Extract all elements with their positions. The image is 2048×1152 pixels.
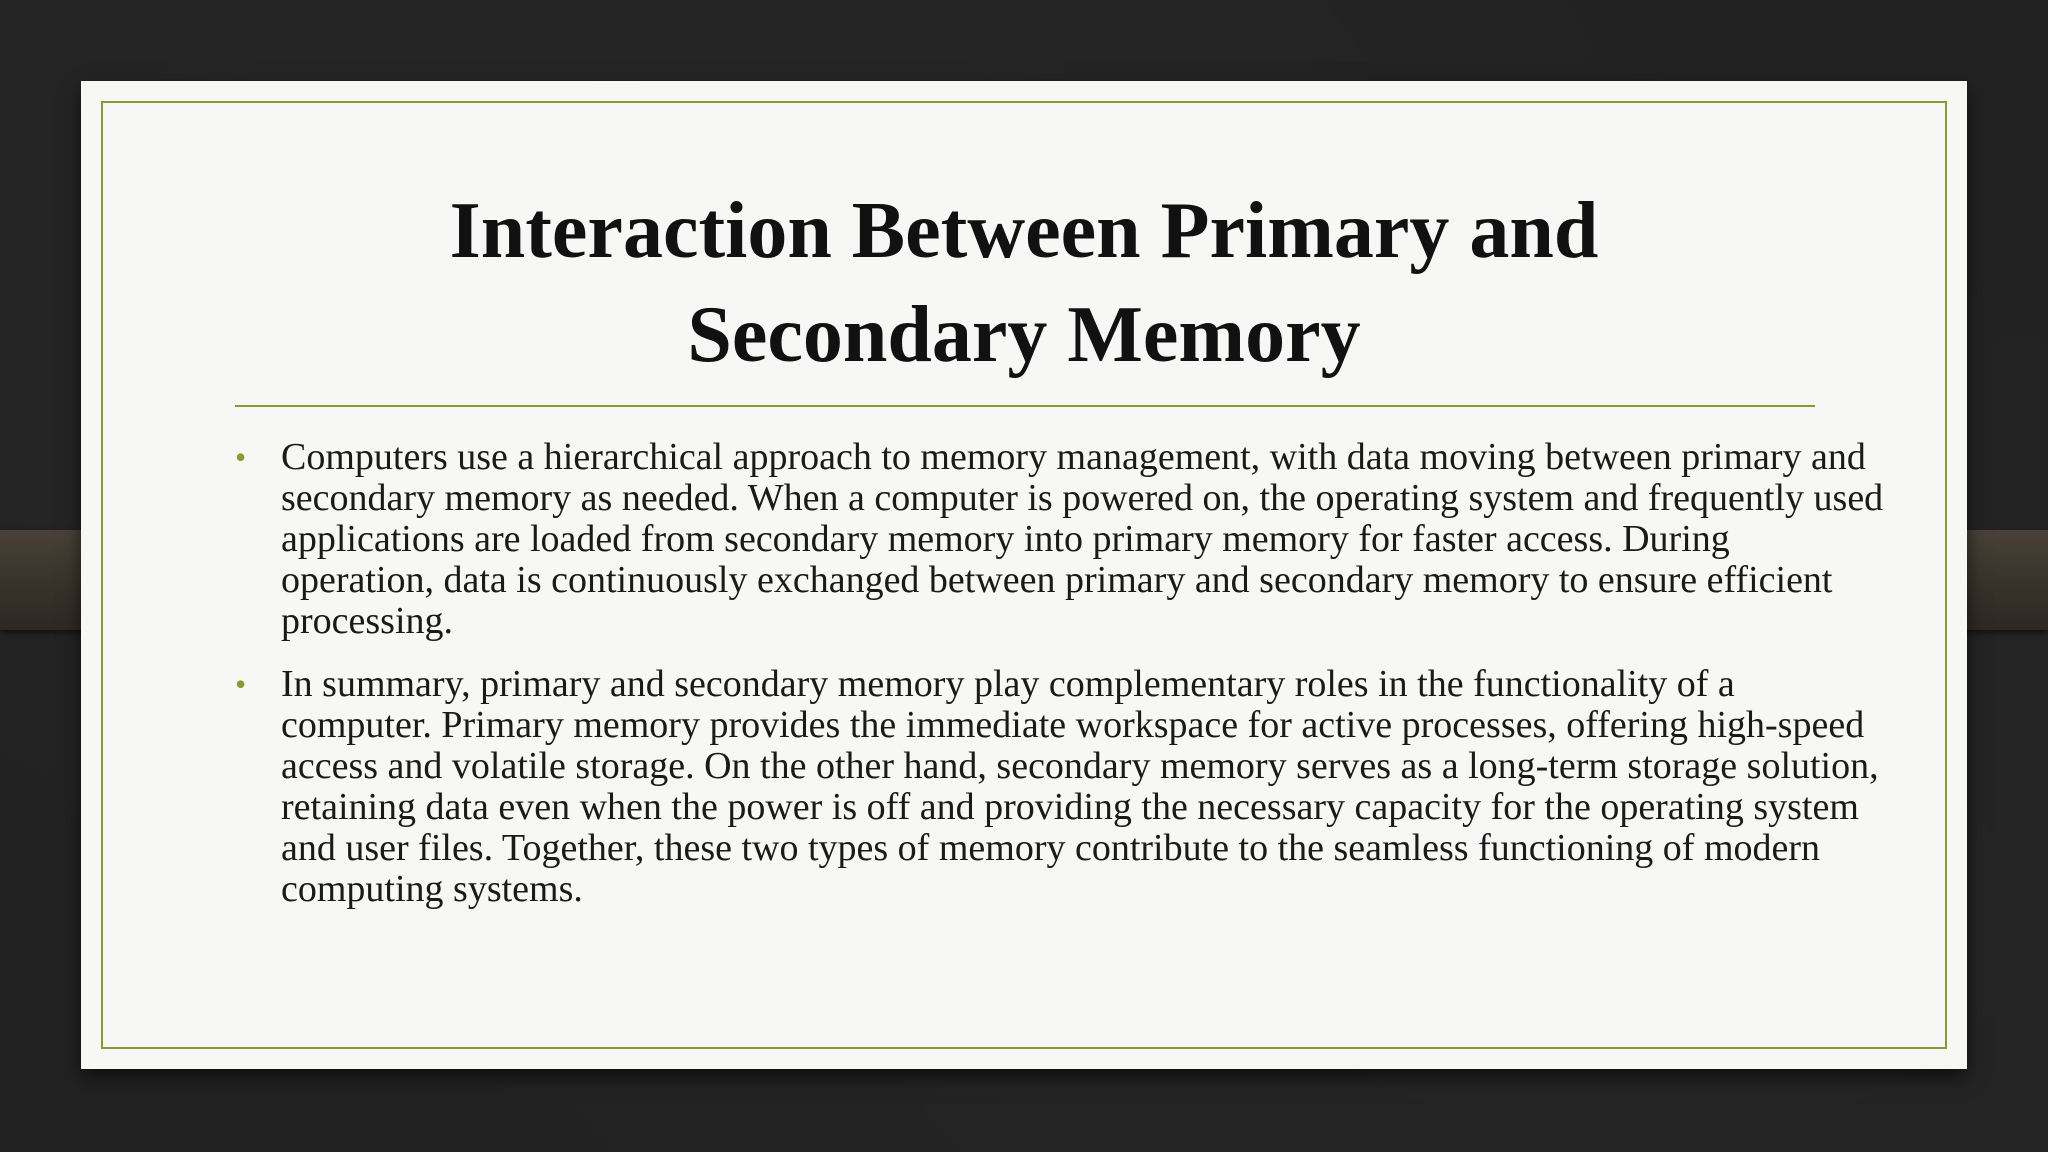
- bullet-item-2: [235, 664, 1891, 910]
- bullet-dot-icon: •: [235, 439, 247, 475]
- bullet-list: [235, 437, 1891, 932]
- slide-title: Interaction Between Primary and Secondary Memory: [449, 187, 1599, 379]
- slide-card: [81, 81, 1967, 1069]
- title-divider: [235, 405, 1815, 407]
- bullet-text: Computers use a hierarchical approach to memory management, with data moving between primary and secondary memory as needed. When a computer is powered on, the operating system and frequently used applications are loaded from secondary memory into primary memory for faster access. During operation, data is continuously exchanged between primary and secondary memory to ensure efficient processing.: [281, 436, 1884, 642]
- bullet-text: In summary, primary and secondary memory play complementary roles in the functionality of a computer. Primary memory provides the immediate workspace for active processes, offering high-speed access and volatile storage. On the other hand, secondary memory serves as a long-term storage solution, retaining data even when the power is off and providing the necessary capacity for the operating system and user files. Together, these two types of memory contribute to the seamless functioning of modern computing systems.: [281, 663, 1879, 910]
- bullet-dot-icon: •: [235, 666, 247, 702]
- bullet-item-1: [235, 437, 1891, 642]
